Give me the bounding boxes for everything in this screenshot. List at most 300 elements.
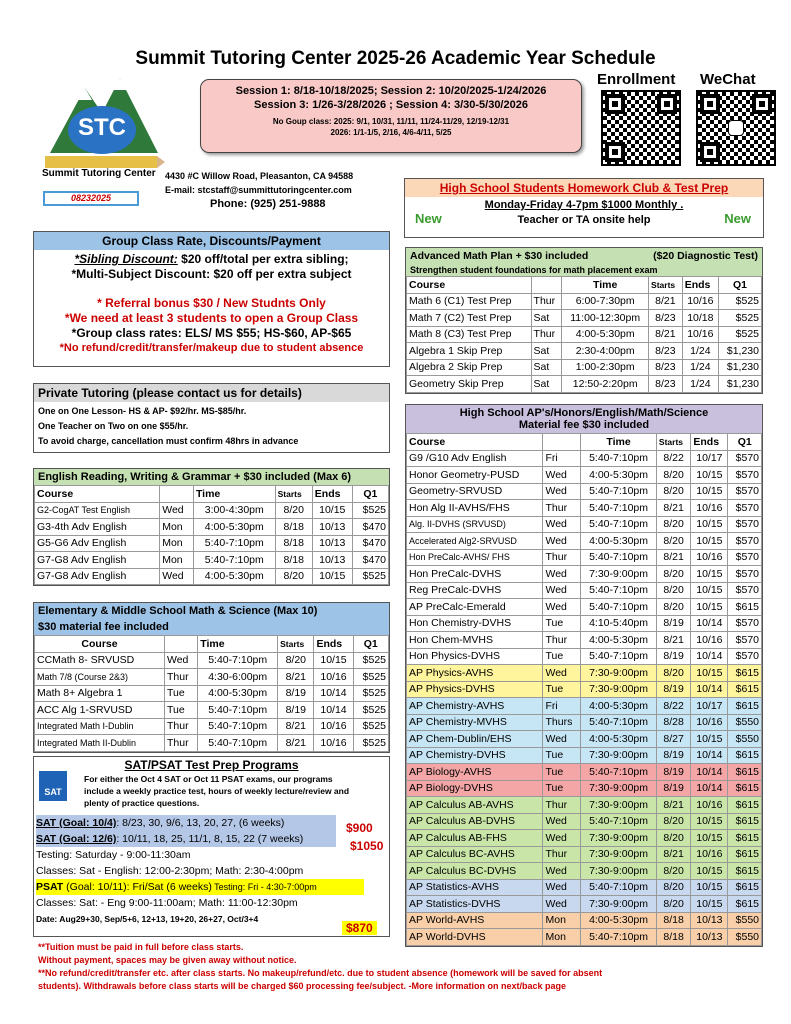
start-cell: 8/21: [656, 549, 690, 566]
end-cell: 10/14: [691, 764, 728, 781]
end-cell: 10/15: [691, 533, 728, 550]
table-row: [407, 780, 762, 797]
start-cell: 8/23: [649, 310, 683, 327]
start-cell: 8/20: [656, 582, 690, 599]
price-cell: $1,230: [718, 359, 761, 376]
time-cell: 4:00-5:30pm: [581, 698, 657, 715]
end-cell: 10/15: [691, 879, 728, 896]
end-cell: 10/13: [312, 552, 352, 569]
course-cell: Math 7 (C2) Test Prep: [407, 310, 532, 327]
end-cell: 10/15: [691, 665, 728, 682]
time-cell: 7:30-9:00pm: [581, 830, 657, 847]
end-cell: 10/14: [691, 747, 728, 764]
course-cell: AP Chemistry-AVHS: [407, 698, 543, 715]
table-row: [35, 702, 389, 719]
table-row: [407, 293, 762, 310]
price-cell: $570: [728, 533, 762, 550]
col-starts: Starts: [275, 486, 312, 503]
col-q1: Q1: [353, 636, 388, 653]
day-cell: Tue: [165, 702, 198, 719]
hs-title: High School AP's/Honors/English/Math/Science: [459, 407, 709, 419]
price-cell: $615: [728, 599, 762, 616]
end-cell: 10/14: [314, 702, 353, 719]
time-cell: 4:00-5:30pm: [198, 685, 278, 702]
day-cell: Tue: [543, 780, 581, 797]
price-cell: $550: [728, 912, 762, 929]
table-row: [407, 632, 762, 649]
time-cell: 7:30-9:00pm: [581, 665, 657, 682]
day-cell: Fri: [543, 450, 581, 467]
elem-table: [34, 635, 389, 752]
sat-desc-2: include a weekly practice test, hours of weekly lecture/review and: [84, 786, 350, 796]
time-cell: 1:00-2:30pm: [562, 359, 649, 376]
end-cell: 10/16: [682, 293, 718, 310]
table-row: [407, 813, 762, 830]
price-cell: $615: [728, 896, 762, 913]
day-cell: Wed: [543, 731, 581, 748]
time-cell: 5:40-7:10pm: [193, 535, 275, 552]
day-cell: Tue: [165, 685, 198, 702]
col-time: Time: [198, 636, 278, 653]
course-cell: Accelerated Alg2-SRVUSD: [407, 533, 543, 550]
price-cell: $525: [718, 326, 761, 343]
time-cell: 7:30-9:00pm: [581, 896, 657, 913]
end-cell: 10/18: [682, 310, 718, 327]
start-cell: 8/20: [656, 599, 690, 616]
end-cell: 10/15: [691, 830, 728, 847]
session-line-1: Session 1: 8/18-10/18/2025; Session 2: 10/20/2025-1/24/2026: [235, 85, 547, 97]
course-cell: Math 8 (C3) Test Prep: [407, 326, 532, 343]
course-cell: ACC Alg 1-SRVUSD: [35, 702, 165, 719]
hs-subtitle: Material fee $30 included: [518, 419, 650, 431]
sat-panel: [33, 756, 390, 937]
course-cell: AP Biology-AVHS: [407, 764, 543, 781]
start-cell: 8/20: [656, 533, 690, 550]
end-cell: 10/15: [691, 731, 728, 748]
course-cell: G3-4th Adv English: [35, 519, 160, 536]
wechat-icon: [728, 120, 744, 136]
end-cell: 10/14: [314, 685, 353, 702]
price-cell: $570: [728, 582, 762, 599]
day-cell: Wed: [543, 813, 581, 830]
course-cell: Honor Geometry-PUSD: [407, 467, 543, 484]
price-cell: $570: [728, 615, 762, 632]
price-cell: $525: [718, 310, 761, 327]
table-row: [407, 599, 762, 616]
price-cell: $570: [728, 500, 762, 517]
day-cell: Tue: [543, 615, 581, 632]
col-time: Time: [562, 277, 649, 294]
enrollment-qr-code[interactable]: [601, 90, 681, 166]
course-cell: Math 6 (C1) Test Prep: [407, 293, 532, 310]
time-cell: 7:30-9:00pm: [581, 780, 657, 797]
sat-desc-1: For either the Oct 4 SAT or Oct 11 PSAT exams, our programs: [84, 774, 333, 784]
table-row: [407, 376, 762, 393]
high-school-panel: [405, 404, 763, 947]
time-cell: 5:40-7:10pm: [581, 549, 657, 566]
table-row: [35, 718, 389, 735]
contact-info: [165, 169, 353, 211]
day-cell: Wed: [543, 533, 581, 550]
course-cell: Alg. II-DVHS (SRVUSD): [407, 516, 543, 533]
price-cell: $570: [728, 483, 762, 500]
psat-label: PSAT: [36, 881, 64, 893]
day-cell: Thur: [531, 293, 562, 310]
col-q1: Q1: [728, 434, 762, 451]
end-cell: 10/15: [691, 516, 728, 533]
sat1-label: SAT (Goal: 10/4): [36, 817, 117, 829]
address: 4430 #C Willow Road, Pleasanton, CA 94588: [165, 171, 354, 181]
time-cell: 12:50-2:20pm: [562, 376, 649, 393]
table-row: [35, 735, 389, 752]
price-cell: $615: [728, 665, 762, 682]
course-cell: AP Calculus AB-AVHS: [407, 797, 543, 814]
footer-line-2: Without payment, spaces may be given away without notice.: [38, 955, 297, 965]
price-cell: $570: [728, 467, 762, 484]
start-cell: 8/20: [656, 467, 690, 484]
start-cell: 8/20: [656, 879, 690, 896]
price-cell: $570: [728, 632, 762, 649]
table-row: [407, 830, 762, 847]
new-badge-right: New: [724, 211, 751, 226]
start-cell: 8/20: [278, 652, 314, 669]
price-cell: $525: [353, 669, 388, 686]
sat-badge-icon: [39, 771, 67, 801]
english-title: English Reading, Writing & Grammar + $30 included (Max 6): [34, 469, 389, 485]
logo-name: Summit Tutoring Center: [42, 168, 156, 179]
logo: [40, 68, 165, 180]
private-line-2: One Teacher on Two on one $55/hr.: [38, 421, 189, 431]
private-tutoring-panel: [33, 383, 390, 453]
course-cell: G7-G8 Adv English: [35, 568, 160, 585]
course-cell: Geometry Skip Prep: [407, 376, 532, 393]
end-cell: 10/15: [312, 568, 352, 585]
course-cell: AP World-AVHS: [407, 912, 543, 929]
end-cell: 10/16: [314, 718, 353, 735]
start-cell: 8/19: [656, 648, 690, 665]
price-cell: $615: [728, 797, 762, 814]
price-cell: $615: [728, 813, 762, 830]
end-cell: 10/15: [691, 863, 728, 880]
price-cell: $525: [353, 718, 388, 735]
col-time: Time: [581, 434, 657, 451]
table-row: [407, 648, 762, 665]
course-cell: Math 8+ Algebra 1: [35, 685, 165, 702]
end-cell: 10/13: [691, 929, 728, 946]
course-cell: G5-G6 Adv English: [35, 535, 160, 552]
price-cell: $615: [728, 879, 762, 896]
price-cell: $550: [728, 731, 762, 748]
no-group-line-1: No Goup class: 2025: 9/1, 10/31, 11/11, 11/24-11/29, 12/19-12/31: [272, 117, 510, 126]
adv-subtitle: Strengthen student foundations for math placement exam: [406, 264, 762, 276]
day-cell: Thur: [165, 718, 198, 735]
end-cell: 10/14: [691, 615, 728, 632]
time-cell: 4:00-5:30pm: [581, 467, 657, 484]
day-cell: Mon: [160, 552, 194, 569]
footer-notes: [38, 941, 602, 993]
time-cell: 5:40-7:10pm: [198, 702, 278, 719]
english-panel: [33, 468, 390, 586]
course-cell: Hon Alg II-AVHS/FHS: [407, 500, 543, 517]
day-cell: Fri: [543, 698, 581, 715]
day-cell: Wed: [543, 665, 581, 682]
col-ends: Ends: [691, 434, 728, 451]
time-cell: 5:40-7:10pm: [581, 500, 657, 517]
start-cell: 8/21: [278, 718, 314, 735]
end-cell: 10/16: [691, 500, 728, 517]
end-cell: 10/14: [691, 681, 728, 698]
price-cell: $615: [728, 863, 762, 880]
start-cell: 8/23: [649, 376, 683, 393]
time-cell: 3:00-4:30pm: [193, 502, 275, 519]
course-cell: Hon Chemistry-DVHS: [407, 615, 543, 632]
time-cell: 5:40-7:10pm: [581, 599, 657, 616]
day-cell: Wed: [165, 652, 198, 669]
course-cell: AP PreCalc-Emerald: [407, 599, 543, 616]
footer-line-1: **Tuition must be paid in full before class starts.: [38, 942, 244, 952]
end-cell: 10/15: [691, 566, 728, 583]
start-cell: 8/20: [275, 502, 312, 519]
time-cell: 7:30-9:00pm: [581, 681, 657, 698]
start-cell: 8/20: [656, 516, 690, 533]
time-cell: 5:40-7:10pm: [198, 718, 278, 735]
end-cell: 1/24: [682, 376, 718, 393]
table-row: [35, 652, 389, 669]
end-cell: 10/14: [691, 648, 728, 665]
end-cell: 10/16: [691, 632, 728, 649]
start-cell: 8/19: [656, 780, 690, 797]
course-cell: AP Statistics-DVHS: [407, 896, 543, 913]
homework-club-box: [404, 178, 764, 238]
day-cell: Wed: [160, 502, 194, 519]
table-row: [407, 582, 762, 599]
day-cell: Wed: [543, 879, 581, 896]
sibling-label: *Sibling Discount:: [74, 252, 178, 266]
col-ends: Ends: [314, 636, 353, 653]
multi-subject: *Multi-Subject Discount: $20 off per extra subject: [71, 267, 352, 281]
course-cell: CCMath 8- SRVUSD: [35, 652, 165, 669]
table-row: [407, 698, 762, 715]
end-cell: 10/13: [691, 912, 728, 929]
start-cell: 8/21: [656, 846, 690, 863]
time-cell: 4:00-5:30pm: [193, 519, 275, 536]
time-cell: 4:10-5:40pm: [581, 615, 657, 632]
table-row: [407, 450, 762, 467]
start-cell: 8/21: [649, 326, 683, 343]
course-cell: AP Calculus AB-FHS: [407, 830, 543, 847]
table-row: [35, 519, 389, 536]
day-cell: Tue: [543, 648, 581, 665]
price-cell: $570: [728, 648, 762, 665]
sibling-text: $20 off/total per extra sibling;: [177, 252, 349, 266]
psat-goal: (Goal: 10/11): Fri/Sat (6 weeks): [63, 881, 212, 893]
sessions-box: [200, 79, 582, 153]
no-group-line-2: 2026: 1/1-1/5, 2/16, 4/6-4/11, 5/25: [330, 128, 452, 137]
time-cell: 5:40-7:10pm: [581, 714, 657, 731]
day-cell: Sat: [531, 343, 562, 360]
no-refund: *No refund/credit/transfer/makeup due to student absence: [59, 342, 364, 354]
day-cell: Wed: [543, 830, 581, 847]
price-cell: $615: [728, 780, 762, 797]
time-cell: 4:00-5:30pm: [581, 731, 657, 748]
sat-desc-3: plenty of practice questions.: [84, 798, 200, 808]
adv-table: [406, 276, 762, 393]
footer-line-3: **No refund/credit/transfer etc. after class starts. No makeup/refund/etc. due to student absence (homework will be saved for absent: [38, 968, 603, 978]
new-badge-left: New: [415, 211, 442, 226]
table-row: [407, 566, 762, 583]
start-cell: 8/22: [656, 698, 690, 715]
sat2-price: $1050: [350, 839, 384, 853]
adv-title: Advanced Math Plan + $30 included: [410, 250, 589, 262]
table-row: [407, 483, 762, 500]
referral: * Referral bonus $30 / New Studnts Only: [97, 296, 326, 310]
price-cell: $470: [352, 552, 388, 569]
time-cell: 4:00-5:30pm: [581, 632, 657, 649]
table-row: [407, 549, 762, 566]
time-cell: 7:30-9:00pm: [581, 846, 657, 863]
end-cell: 10/14: [691, 780, 728, 797]
sat1-price: $900: [346, 821, 373, 835]
time-cell: 7:30-9:00pm: [581, 797, 657, 814]
day-cell: Thur: [543, 549, 581, 566]
price-cell: $615: [728, 764, 762, 781]
time-cell: 2:30-4:00pm: [562, 343, 649, 360]
group-rate-panel: [33, 231, 390, 367]
end-cell: 10/15: [314, 652, 353, 669]
end-cell: 10/15: [691, 896, 728, 913]
col-course: Course: [35, 636, 165, 653]
table-row: [407, 797, 762, 814]
start-cell: 8/20: [656, 863, 690, 880]
price-cell: $570: [728, 516, 762, 533]
col-starts: Starts: [656, 434, 690, 451]
day-cell: Thur: [531, 326, 562, 343]
course-cell: AP Physics-AVHS: [407, 665, 543, 682]
day-cell: Thurs: [543, 714, 581, 731]
time-cell: 5:40-7:10pm: [581, 516, 657, 533]
course-cell: Hon PreCalc-AVHS/ FHS: [407, 549, 543, 566]
day-cell: Wed: [543, 566, 581, 583]
day-cell: Mon: [543, 929, 581, 946]
elem-title: Elementary & Middle School Math & Science (Max 10): [34, 603, 389, 619]
english-table: [34, 485, 389, 585]
price-cell: $570: [728, 549, 762, 566]
time-cell: 4:30-6:00pm: [198, 669, 278, 686]
course-cell: Math 7/8 (Course 2&3): [35, 669, 165, 686]
session-line-2: Session 3: 1/26-3/28/2026 ; Session 4: 3/30-5/30/2026: [254, 99, 528, 111]
day-cell: Wed: [543, 599, 581, 616]
end-cell: 10/16: [691, 797, 728, 814]
sat2-label: SAT (Goal: 12/6): [36, 833, 117, 845]
end-cell: 10/16: [691, 714, 728, 731]
table-row: [407, 310, 762, 327]
sat-badge-text: SAT: [44, 787, 62, 797]
end-cell: 10/16: [314, 735, 353, 752]
table-row: [407, 764, 762, 781]
private-line-3: To avoid charge, cancellation must confirm 48hrs in advance: [38, 436, 299, 446]
price-cell: $525: [353, 702, 388, 719]
elementary-panel: [33, 602, 390, 753]
course-cell: AP Calculus BC-DVHS: [407, 863, 543, 880]
end-cell: 10/16: [682, 326, 718, 343]
footer-line-4: students). Withdrawals before class starts will be charged $60 processing fee/subject. -More information on next/back page: [38, 981, 567, 991]
elem-subtitle: $30 material fee included: [34, 619, 389, 635]
price-cell: $570: [728, 566, 762, 583]
start-cell: 8/20: [656, 830, 690, 847]
homework-help: Teacher or TA onsite help: [517, 214, 651, 226]
day-cell: Wed: [160, 568, 194, 585]
table-row: [35, 685, 389, 702]
table-row: [407, 615, 762, 632]
end-cell: 1/24: [682, 343, 718, 360]
wechat-label: WeChat: [700, 71, 756, 88]
end-cell: 10/17: [691, 450, 728, 467]
price-cell: $615: [728, 830, 762, 847]
col-ends: Ends: [682, 277, 718, 294]
start-cell: 8/18: [275, 552, 312, 569]
course-cell: Integrated Math II-Dublin: [35, 735, 165, 752]
start-cell: 8/19: [656, 747, 690, 764]
end-cell: 10/16: [314, 669, 353, 686]
sat-classes: Classes: Sat - English: 12:00-2:30pm; Math: 2:30-4:00pm: [36, 865, 304, 877]
sat1-dates: : 8/23, 30, 9/6, 13, 20, 27, (6 weeks): [116, 817, 285, 829]
day-cell: Mon: [160, 519, 194, 536]
start-cell: 8/21: [278, 735, 314, 752]
col-q1: Q1: [352, 486, 388, 503]
start-cell: 8/28: [656, 714, 690, 731]
course-cell: AP Chemistry-MVHS: [407, 714, 543, 731]
start-cell: 8/21: [656, 797, 690, 814]
price-cell: $525: [353, 685, 388, 702]
table-row: [35, 669, 389, 686]
course-cell: AP Calculus BC-AVHS: [407, 846, 543, 863]
day-cell: Tue: [543, 681, 581, 698]
table-row: [407, 912, 762, 929]
price-cell: $525: [718, 293, 761, 310]
col-time: Time: [193, 486, 275, 503]
time-cell: 4:00-5:30pm: [581, 912, 657, 929]
day-cell: Thur: [165, 669, 198, 686]
sat-title: SAT/PSAT Test Prep Programs: [124, 758, 299, 772]
course-cell: Geometry-SRVUSD: [407, 483, 543, 500]
table-row: [35, 552, 389, 569]
time-cell: 4:00-5:30pm: [581, 533, 657, 550]
day-cell: Thur: [543, 500, 581, 517]
time-cell: 4:00-5:30pm: [562, 326, 649, 343]
end-cell: 1/24: [682, 359, 718, 376]
start-cell: 8/20: [656, 665, 690, 682]
psat-dates: Date: Aug29+30, Sep/5+6, 12+13, 19+20, 26+27, Oct/3+4: [36, 914, 259, 924]
price-cell: $550: [728, 714, 762, 731]
time-cell: 5:40-7:10pm: [581, 764, 657, 781]
psat-price: $870: [342, 921, 377, 935]
time-cell: 11:00-12:30pm: [562, 310, 649, 327]
wechat-qr-code[interactable]: [696, 90, 776, 166]
time-cell: 5:40-7:10pm: [198, 652, 278, 669]
col-course: Course: [407, 277, 532, 294]
start-cell: 8/20: [656, 896, 690, 913]
day-cell: Wed: [543, 516, 581, 533]
psat-classes: Classes: Sat: - Eng 9:00-11:00am; Math: 11:00-12:30pm: [36, 897, 298, 909]
start-cell: 8/27: [656, 731, 690, 748]
start-cell: 8/19: [278, 702, 314, 719]
group-rates: *Group class rates: ELS/ MS $55; HS-$60, AP-$65: [71, 326, 352, 340]
day-cell: Sat: [531, 376, 562, 393]
start-cell: 8/18: [275, 535, 312, 552]
sat2-dates: : 10/11, 18, 25, 11/1, 8, 15, 22 (7 weeks): [116, 833, 304, 845]
end-cell: 10/15: [691, 582, 728, 599]
day-cell: Wed: [543, 863, 581, 880]
